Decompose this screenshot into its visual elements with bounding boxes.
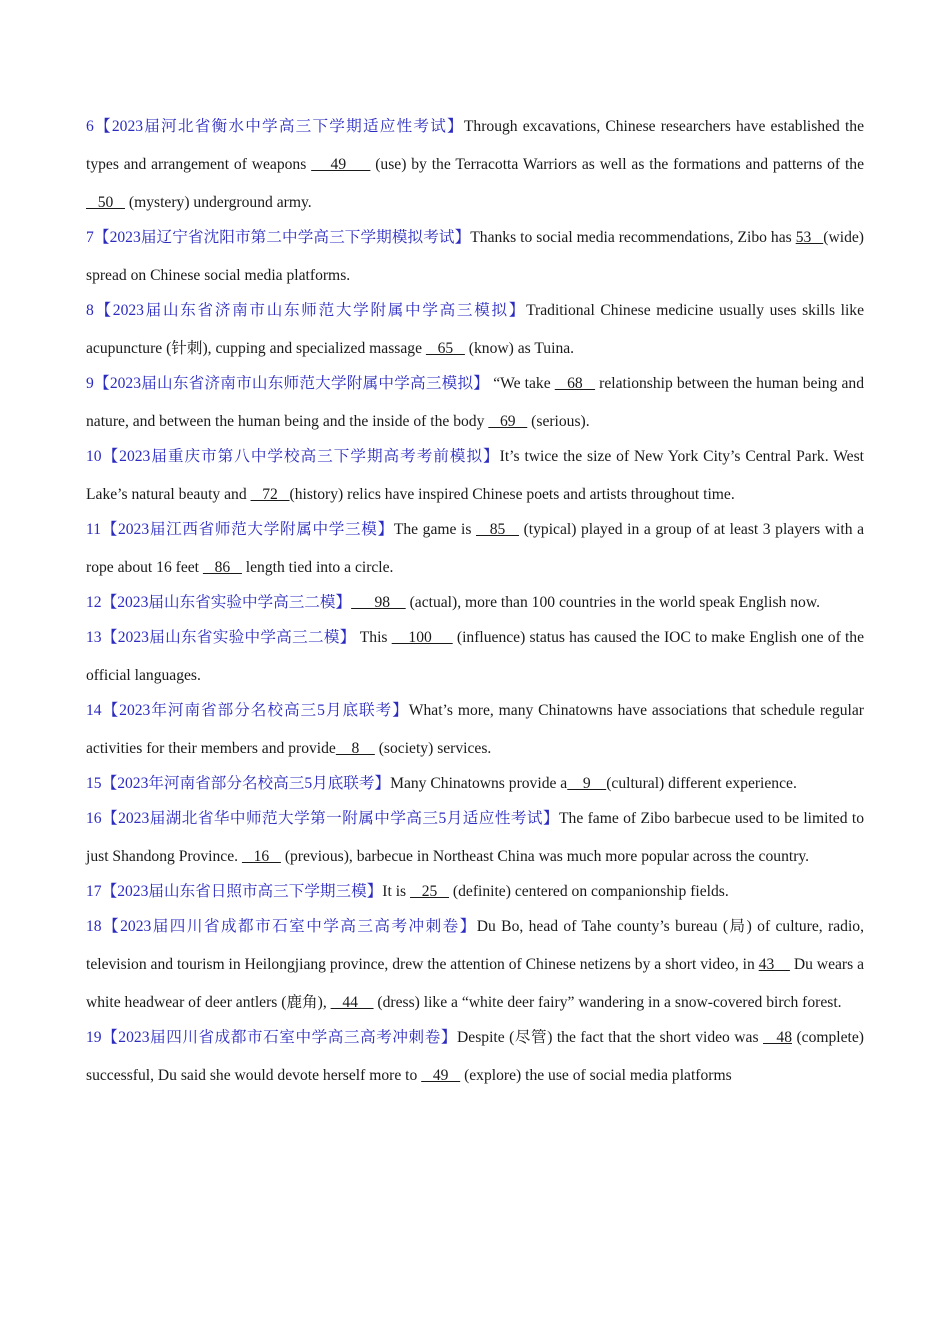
question-text: (complete) successful, Du said she would devote herself more to: [86, 1029, 864, 1084]
question-source: [86, 521, 394, 538]
question-text: (definite) centered on companionship fields.: [449, 883, 729, 900]
question-number: 11: [86, 521, 102, 538]
question-source: [86, 629, 356, 646]
question-text: Many Chinatowns provide a: [390, 775, 568, 792]
question-item: [86, 765, 864, 803]
question-text: (previous), barbecue in Northeast China was much more popular across the country.: [280, 848, 810, 865]
question-source: [86, 775, 390, 792]
question-text: (typical) played in a group of at least 3 players with a rope about 16 feet: [86, 521, 864, 576]
question-source: [86, 810, 559, 827]
question-text: Through excavations, Chinese researchers have established the types and arrangement of weapons: [86, 118, 864, 173]
question-number: 12: [86, 594, 102, 611]
question-source-label: 【2023届四川省成都市石室中学高三高考冲刺卷】: [101, 918, 477, 935]
question-text: Du wears a white headwear of deer antlers (鹿角),: [86, 956, 865, 1011]
question-text: It is: [382, 883, 411, 900]
question-source-label: 【2023届湖北省华中师范大学第一附属中学高三5月适应性考试】: [101, 810, 560, 827]
question-text: relationship between the human being and nature, and between the human being and the inside of the body: [86, 375, 864, 430]
answer-blank: 49: [311, 156, 371, 173]
question-number: 19: [86, 1029, 102, 1046]
question-source-label: 【2023届江西省师范大学附属中学三模】: [101, 521, 394, 538]
question-number: 13: [86, 629, 102, 646]
answer-blank: 68: [554, 375, 596, 392]
question-item: [86, 908, 864, 1022]
question-text: What’s more, many Chinatowns have associations that schedule regular activities for their members and provide: [86, 702, 864, 757]
answer-blank: 25: [410, 883, 450, 900]
question-text: It’s twice the size of New York City’s Central Park. West Lake’s natural beauty and: [86, 448, 864, 503]
question-source-label: 【2023届重庆市第八中学校高三下学期高考考前模拟】: [101, 448, 500, 465]
question-number: 17: [86, 883, 102, 900]
question-text: (use) by the Terracotta Warriors as well as the formations and patterns of the: [370, 156, 865, 173]
question-item: [86, 692, 864, 768]
answer-blank: 86: [202, 559, 242, 576]
question-item: [86, 219, 864, 295]
question-source-label: 【2023届山东省日照市高三下学期三模】: [101, 883, 383, 900]
question-source-label: 【2023届河北省衡水中学高三下学期适应性考试】: [93, 118, 464, 135]
question-text: Thanks to social media recommendations, Zibo has: [470, 229, 796, 246]
question-text: This: [355, 629, 392, 646]
answer-blank: 85: [475, 521, 520, 538]
question-number: 14: [86, 702, 102, 719]
question-source-label: 【2023届山东省实验中学高三二模】: [101, 629, 356, 646]
question-number: 8: [86, 302, 94, 319]
question-number: 9: [86, 375, 94, 392]
question-text: (mystery) underground army.: [124, 194, 312, 211]
question-source: [86, 375, 489, 392]
question-source: [86, 594, 351, 611]
question-source: [86, 118, 464, 135]
answer-blank: 48: [763, 1029, 792, 1046]
question-number: 16: [86, 810, 102, 827]
question-item: [86, 873, 864, 911]
question-text: (explore) the use of social media platforms: [460, 1067, 732, 1084]
question-text: Traditional Chinese medicine usually uses skills like acupuncture (针刺), cupping and specialized massage: [86, 302, 864, 357]
answer-blank: 8: [335, 740, 375, 757]
answer-blank: 98: [351, 594, 406, 611]
question-source-label: 【2023届辽宁省沈阳市第二中学高三下学期模拟考试】: [93, 229, 471, 246]
answer-blank: 69: [488, 413, 528, 430]
question-source-label: 【2023届山东省济南市山东师范大学附属中学高三模拟】: [93, 375, 490, 392]
question-source: [86, 302, 526, 319]
answer-blank: 50: [86, 194, 125, 211]
answer-blank: 43: [758, 956, 790, 973]
question-item: [86, 1019, 864, 1095]
answer-blank: 65: [425, 340, 465, 357]
answer-blank: 72: [250, 486, 290, 503]
question-number: 10: [86, 448, 102, 465]
question-item: [86, 108, 864, 222]
question-text: The fame of Zibo barbecue used to be limited to just Shandong Province.: [86, 810, 864, 865]
question-text: length tied into a circle.: [241, 559, 394, 576]
question-source: [86, 1029, 457, 1046]
question-item: [86, 365, 864, 441]
question-text: (serious).: [527, 413, 590, 430]
question-item: [86, 292, 864, 368]
question-source-label: 【2023届山东省济南市山东师范大学附属中学高三模拟】: [93, 302, 527, 319]
question-number: 15: [86, 775, 102, 792]
question-source: [86, 702, 409, 719]
question-text: (cultural) different experience.: [606, 775, 797, 792]
question-item: [86, 511, 864, 587]
question-text: “We take: [489, 375, 555, 392]
question-text: The game is: [393, 521, 476, 538]
question-text: (dress) like a “white deer fairy” wandering in a snow-covered birch forest.: [373, 994, 842, 1011]
answer-blank: 9: [567, 775, 607, 792]
answer-blank: 100: [391, 629, 453, 646]
question-source: [86, 229, 470, 246]
question-source-label: 【2023年河南省部分名校高三5月底联考】: [101, 775, 391, 792]
answer-blank: 53: [795, 229, 824, 246]
question-text: (wide) spread on Chinese social media platforms.: [86, 229, 864, 284]
question-source-label: 【2023届四川省成都市石室中学高三高考冲刺卷】: [101, 1029, 458, 1046]
question-text: (influence) status has caused the IOC to make English one of the official languages.: [86, 629, 864, 684]
question-text: (society) services.: [374, 740, 492, 757]
answer-blank: 49: [421, 1067, 461, 1084]
question-text: Du Bo, head of Tahe county’s bureau (局) of culture, radio, television and tourism in Heilongjiang province, drew the attention of Chinese netizens by a short video, in: [86, 918, 864, 973]
question-source-label: 【2023年河南省部分名校高三5月底联考】: [101, 702, 409, 719]
question-list: [86, 108, 864, 1092]
answer-blank: 16: [241, 848, 281, 865]
question-number: 7: [86, 229, 94, 246]
question-text: Despite (尽管) the fact that the short video was: [457, 1029, 764, 1046]
question-text: (know) as Tuina.: [464, 340, 575, 357]
question-source: [86, 918, 477, 935]
question-number: 18: [86, 918, 102, 935]
question-source: [86, 448, 500, 465]
question-source-label: 【2023届山东省实验中学高三二模】: [101, 594, 352, 611]
question-text: (history) relics have inspired Chinese poets and artists throughout time.: [289, 486, 735, 503]
question-item: [86, 800, 864, 876]
question-item: [86, 584, 864, 622]
question-source: [86, 883, 382, 900]
question-item: [86, 438, 864, 514]
question-text: (actual), more than 100 countries in the world speak English now.: [405, 594, 820, 611]
answer-blank: 44: [330, 994, 374, 1011]
question-item: [86, 619, 864, 695]
question-number: 6: [86, 118, 94, 135]
